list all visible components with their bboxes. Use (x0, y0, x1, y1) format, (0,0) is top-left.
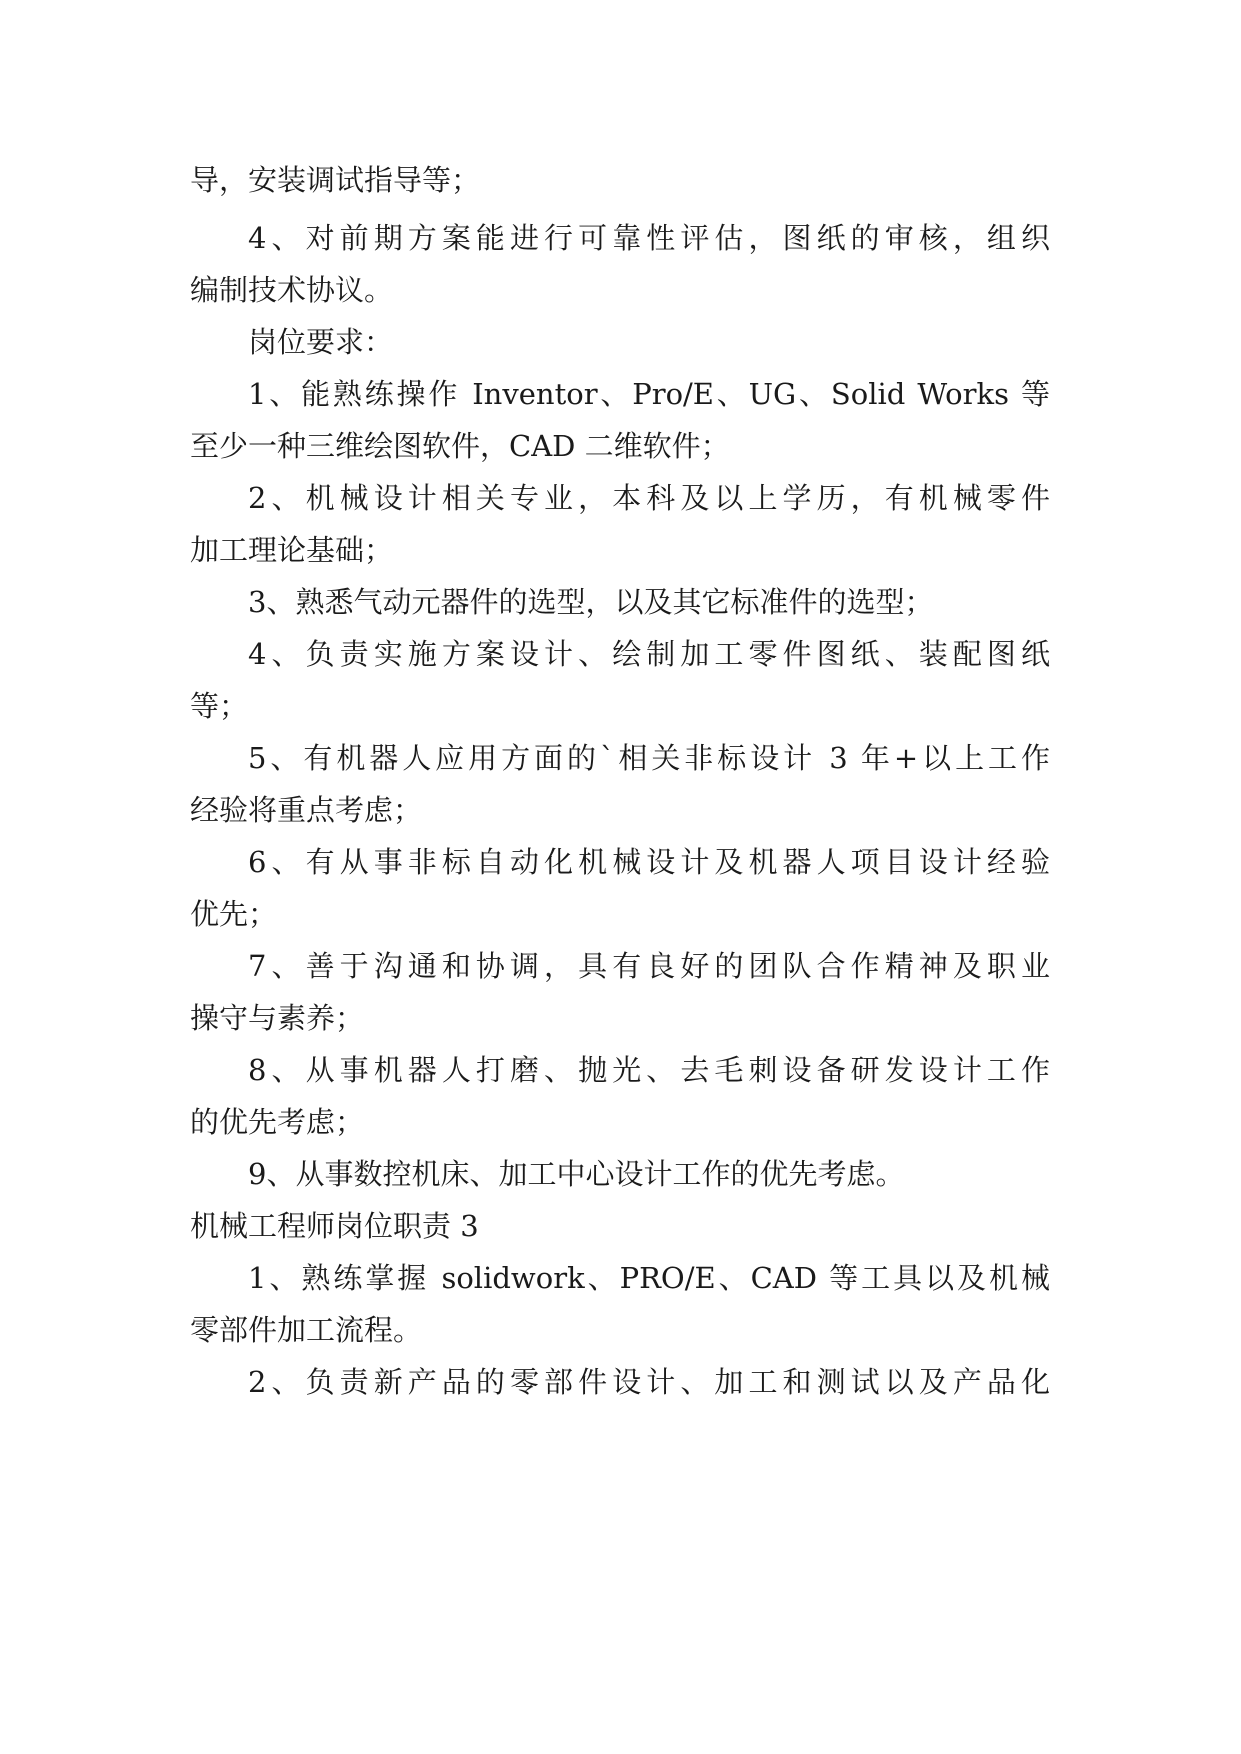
text-line: 经验将重点考虑； (190, 793, 423, 827)
text-line: 至少一种三维绘图软件，CAD 二维软件； (190, 429, 730, 463)
text-line: 1、熟练掌握 solidwork、PRO/E、CAD 等工具以及机械 (248, 1261, 1050, 1295)
text-line: 等； (190, 689, 249, 723)
text-line: 9、从事数控机床、加工中心设计工作的优先考虑。 (248, 1157, 905, 1191)
text-line: 8、从事机器人打磨、抛光、去毛刺设备研发设计工作 (248, 1053, 1050, 1087)
text-line: 导，安装调试指导等； (190, 163, 481, 197)
text-line: 5、有机器人应用方面的`相关非标设计 3 年+以上工作 (248, 741, 1050, 775)
text-line: 的优先考虑； (190, 1105, 365, 1139)
text-line: 1、能熟练操作 Inventor、Pro/E、UG、Solid Works 等 (248, 377, 1050, 411)
text-line: 4、对前期方案能进行可靠性评估，图纸的审核，组织 (248, 221, 1050, 255)
text-line: 2、机械设计相关专业，本科及以上学历，有机械零件 (248, 481, 1050, 515)
text-line: 优先； (190, 897, 278, 931)
text-line: 4、负责实施方案设计、绘制加工零件图纸、装配图纸 (248, 637, 1050, 671)
section-heading: 岗位要求： (248, 325, 394, 359)
text-line: 编制技术协议。 (190, 273, 394, 307)
text-line: 2、负责新产品的零部件设计、加工和测试以及产品化 (248, 1365, 1050, 1399)
text-line: 6、有从事非标自动化机械设计及机器人项目设计经验 (248, 845, 1050, 879)
text-line: 操守与素养； (190, 1001, 365, 1035)
text-line: 7、善于沟通和协调，具有良好的团队合作精神及职业 (248, 949, 1050, 983)
section-title: 机械工程师岗位职责 3 (190, 1209, 479, 1243)
text-line: 3、熟悉气动元器件的选型，以及其它标准件的选型； (248, 585, 934, 619)
text-line: 加工理论基础； (190, 533, 394, 567)
text-line: 零部件加工流程。 (190, 1313, 423, 1347)
